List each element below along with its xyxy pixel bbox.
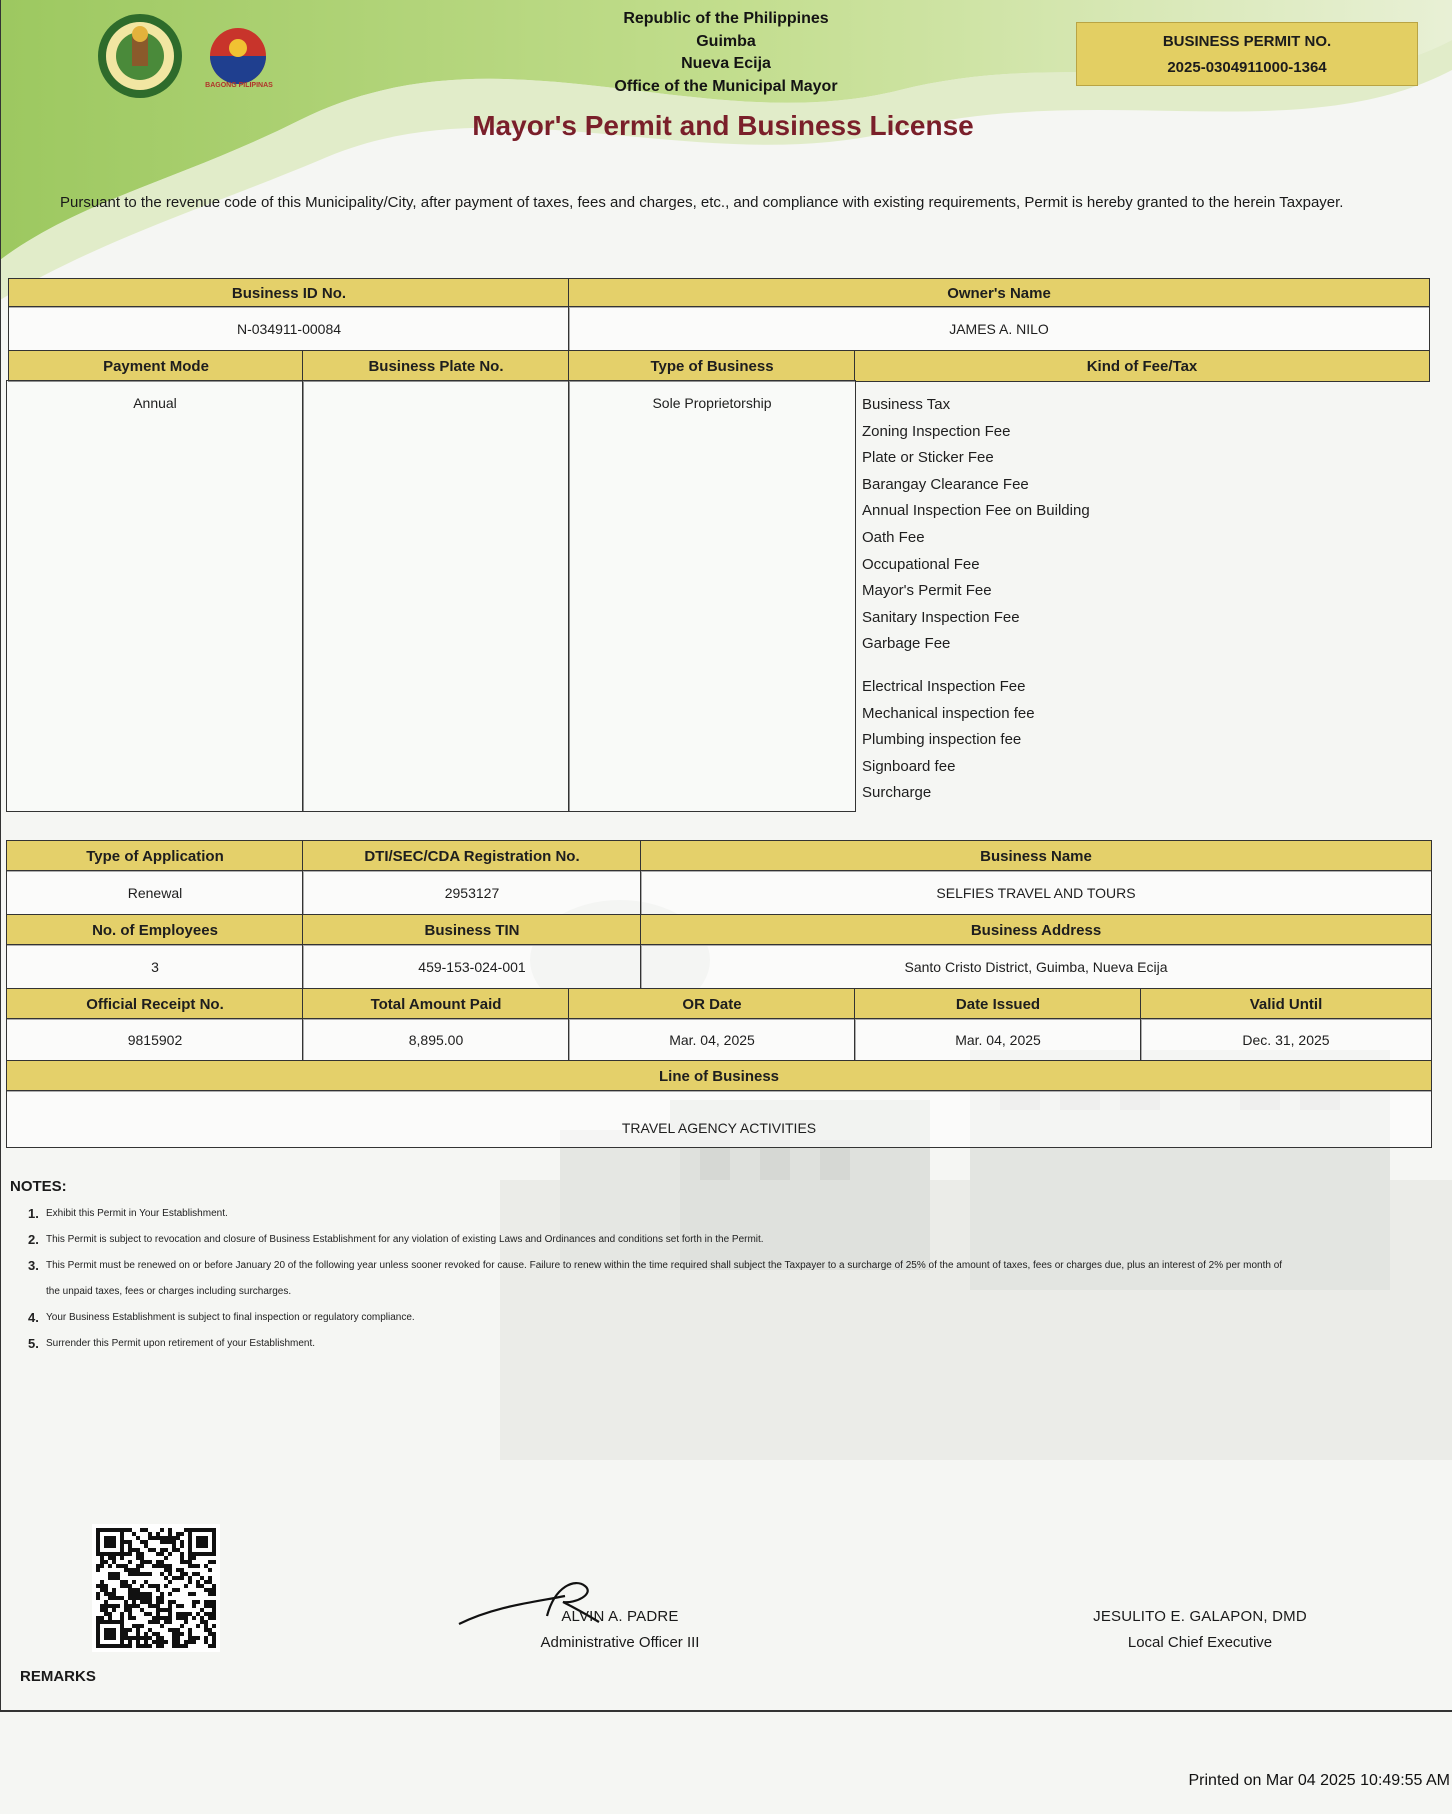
business-id-label: Business ID No. xyxy=(8,278,570,308)
total-paid-label: Total Amount Paid xyxy=(302,988,570,1020)
payment-mode-label: Payment Mode xyxy=(8,350,304,382)
notes-heading: NOTES: xyxy=(10,1178,67,1195)
fee-item: Barangay Clearance Fee xyxy=(862,475,1029,493)
owner-value: JAMES A. NILO xyxy=(568,306,1430,352)
executive-signatory xyxy=(1050,1604,1350,1656)
line-of-business-label: Line of Business xyxy=(6,1060,1432,1092)
fee-list xyxy=(862,392,1090,807)
seal-caption: BAGONG PILIPINAS xyxy=(205,82,273,89)
fee-item: Sanitary Inspection Fee xyxy=(862,608,1020,626)
valid-until-label: Valid Until xyxy=(1140,988,1432,1020)
fee-item: Occupational Fee xyxy=(862,555,980,573)
plate-label: Business Plate No. xyxy=(302,350,570,382)
fee-item: Mayor's Permit Fee xyxy=(862,582,992,600)
intro-paragraph: Pursuant to the revenue code of this Municipality/City, after payment of taxes, fees and charges, etc., and compliance with existing requirements, Permit is hereby granted to the herein Taxpayer. xyxy=(60,194,1344,211)
tin-label: Business TIN xyxy=(302,914,642,946)
business-address-value: Santo Cristo District, Guimba, Nueva Ecija xyxy=(640,944,1432,990)
fee-item: Electrical Inspection Fee xyxy=(862,677,1026,695)
date-issued-label: Date Issued xyxy=(854,988,1142,1020)
note-item: 3. This Permit must be renewed on or before January 20 of the following year unless sooner revoked for cause. Failure to renew within the time required shall subject the Taxpayer to a surcharge of 25% of the amount of taxes, fees or charges due, plus an interest of 2% per month of the unpaid taxes, fees or charges including surcharges. xyxy=(28,1258,1283,1297)
header-line: Guimba xyxy=(696,32,756,50)
permit-no-value: 2025-0304911000-1364 xyxy=(1167,59,1327,76)
registration-value: 2953127 xyxy=(302,870,642,916)
application-type-value: Renewal xyxy=(6,870,304,916)
government-header xyxy=(560,8,892,98)
note-item: 5. Surrender this Permit upon retirement of your Establishment. xyxy=(28,1336,316,1351)
business-address-label: Business Address xyxy=(640,914,1432,946)
fee-item: Mechanical inspection fee xyxy=(862,704,1035,722)
officer-title: Administrative Officer III xyxy=(540,1634,700,1651)
fee-item: Zoning Inspection Fee xyxy=(862,422,1011,440)
fee-kind-label: Kind of Fee/Tax xyxy=(854,350,1430,382)
note-item: 4. Your Business Establishment is subject to final inspection or regulatory compliance. xyxy=(28,1310,415,1325)
printed-timestamp: Printed on Mar 04 2025 10:49:55 AM xyxy=(1188,1772,1450,1789)
executive-title: Local Chief Executive xyxy=(1127,1634,1273,1651)
business-id-value: N-034911-00084 xyxy=(8,306,570,352)
business-name-value: SELFIES TRAVEL AND TOURS xyxy=(640,870,1432,916)
plate-value xyxy=(302,380,570,812)
employees-label: No. of Employees xyxy=(6,914,304,946)
or-date-value: Mar. 04, 2025 xyxy=(568,1018,856,1062)
municipal-seal-icon xyxy=(96,12,184,100)
or-date-label: OR Date xyxy=(568,988,856,1020)
header-line: Office of the Municipal Mayor xyxy=(614,77,838,95)
application-type-label: Type of Application xyxy=(6,840,304,872)
notes-section xyxy=(10,1178,1450,1357)
business-type-label: Type of Business xyxy=(568,350,856,382)
valid-until-value: Dec. 31, 2025 xyxy=(1140,1018,1432,1062)
fee-item: Garbage Fee xyxy=(862,635,951,653)
tin-value: 459-153-024-001 xyxy=(302,944,642,990)
business-type-value: Sole Proprietorship xyxy=(568,380,856,812)
permit-no-label: BUSINESS PERMIT NO. xyxy=(1162,33,1332,50)
business-name-label: Business Name xyxy=(640,840,1432,872)
header-line: Nueva Ecija xyxy=(681,55,771,72)
fee-item: Plate or Sticker Fee xyxy=(862,449,994,467)
fee-item: Surcharge xyxy=(862,784,932,802)
total-paid-value: 8,895.00 xyxy=(302,1018,570,1062)
header-line: Republic of the Philippines xyxy=(623,10,829,27)
fee-item: Business Tax xyxy=(862,396,951,413)
fee-item: Oath Fee xyxy=(862,528,925,546)
officer-name: ALVIN A. PADRE xyxy=(561,1608,679,1625)
fee-item: Plumbing inspection fee xyxy=(862,731,1022,749)
note-item: 1. Exhibit this Permit in Your Establishment. xyxy=(28,1206,228,1221)
registration-label: DTI/SEC/CDA Registration No. xyxy=(302,840,642,872)
business-permit-number-box xyxy=(1076,22,1418,86)
receipt-no-label: Official Receipt No. xyxy=(6,988,304,1020)
qr-code-icon xyxy=(92,1524,220,1652)
executive-name: JESULITO E. GALAPON, DMD xyxy=(1093,1608,1307,1625)
fee-item: Annual Inspection Fee on Building xyxy=(862,502,1090,520)
owner-label: Owner's Name xyxy=(568,278,1430,308)
officer-signatory xyxy=(470,1604,770,1656)
fee-item: Signboard fee xyxy=(862,757,956,775)
document-title: Mayor's Permit and Business License xyxy=(472,110,974,141)
line-of-business-value: TRAVEL AGENCY ACTIVITIES xyxy=(6,1090,1432,1148)
date-issued-value: Mar. 04, 2025 xyxy=(854,1018,1142,1062)
remarks-label: REMARKS xyxy=(20,1668,96,1685)
note-item: 2. This Permit is subject to revocation and closure of Business Establishment for any violation of existing Laws and Ordinances and conditions set forth in the Permit. xyxy=(28,1232,764,1247)
receipt-no-value: 9815902 xyxy=(6,1018,304,1062)
employees-value: 3 xyxy=(6,944,304,990)
payment-mode-value: Annual xyxy=(6,380,304,812)
